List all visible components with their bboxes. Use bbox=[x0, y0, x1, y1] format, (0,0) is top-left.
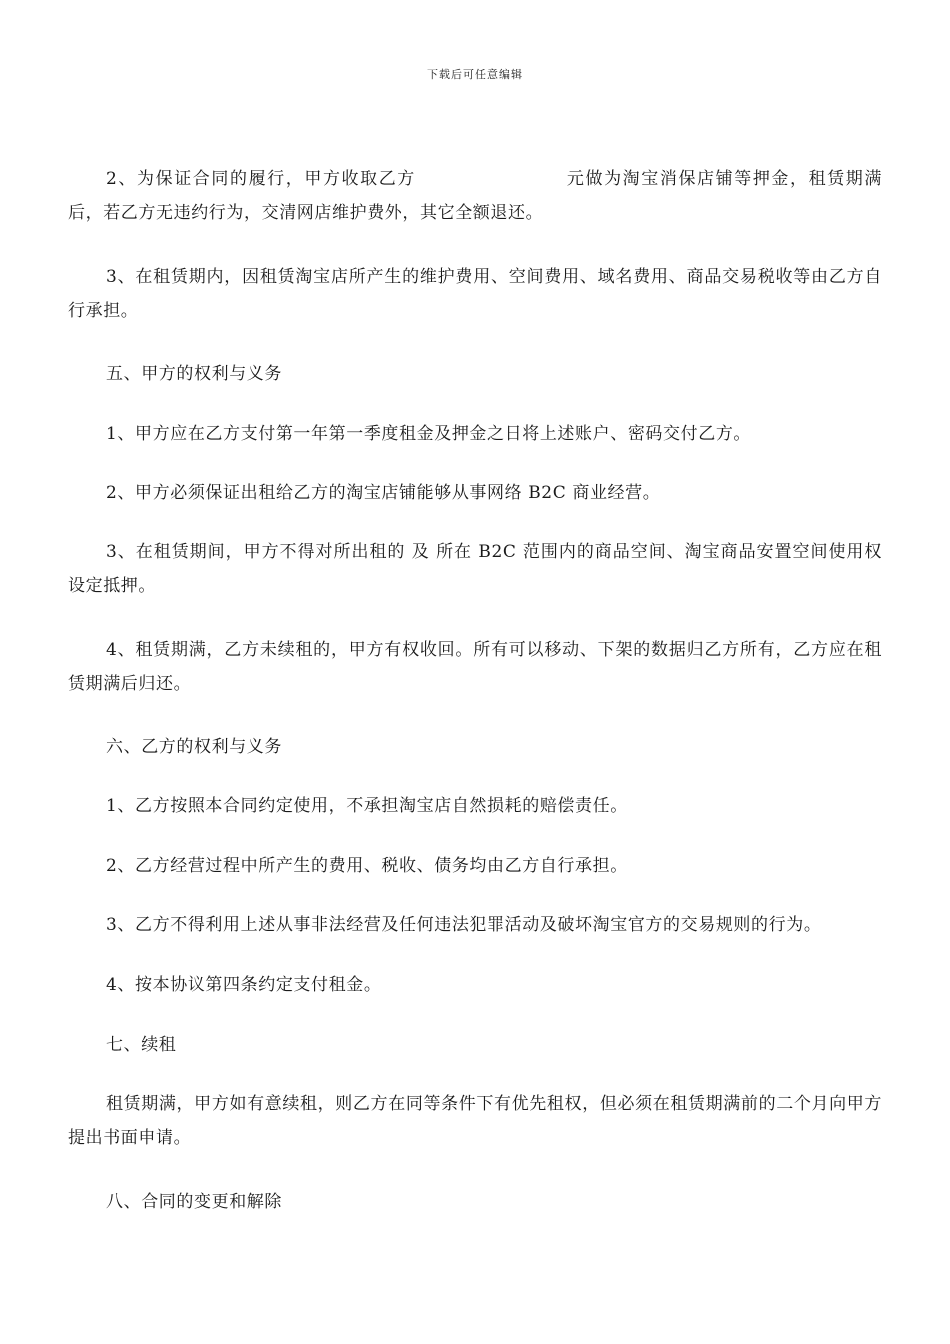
clause-7: 租赁期满，甲方如有意续租，则乙方在同等条件下有优先租权，但必须在租赁期满前的二个月向甲方提出书面申请。 bbox=[68, 1094, 882, 1148]
clause-5-1: 1、甲方应在乙方支付第一年第一季度租金及押金之日将上述账户、密码交付乙方。 bbox=[106, 424, 752, 444]
clause-6-2: 2、乙方经营过程中所产生的费用、税收、债务均由乙方自行承担。 bbox=[106, 856, 628, 876]
section-6-heading: 六、乙方的权利与义务 bbox=[106, 737, 282, 757]
clause-6-3: 3、乙方不得利用上述从事非法经营及任何违法犯罪活动及破坏淘宝官方的交易规则的行为。 bbox=[106, 915, 822, 935]
clause-6-4: 4、按本协议第四条约定支付租金。 bbox=[106, 975, 382, 995]
clause-4-3: 3、在租赁期内，因租赁淘宝店所产生的维护费用、空间费用、域名费用、商品交易税收等由乙方自行承担。 bbox=[68, 267, 882, 321]
page-header: 下载后可任意编辑 bbox=[427, 68, 523, 81]
section-7-heading: 七、续租 bbox=[106, 1035, 177, 1055]
section-8-heading: 八、合同的变更和解除 bbox=[106, 1192, 282, 1212]
clause-5-2: 2、甲方必须保证出租给乙方的淘宝店铺能够从事网络 B2C 商业经营。 bbox=[106, 483, 661, 503]
clause-5-3: 3、在租赁期间，甲方不得对所出租的 及 所在 B2C 范围内的商品空间、淘宝商品安置空间使用权设定抵押。 bbox=[68, 542, 882, 596]
clause-4-2-text-after-blank: 元做为淘宝消保店铺等押金，租赁期满后，若乙方无违约行为，交清网店维护费外，其它全额退还。 bbox=[68, 169, 882, 223]
clause-5-4: 4、租赁期满，乙方未续租的，甲方有权收回。所有可以移动、下架的数据归乙方所有，乙方应在租赁期满后归还。 bbox=[68, 640, 882, 694]
clause-4-2 bbox=[68, 162, 882, 230]
clause-6-1: 1、乙方按照本合同约定使用，不承担淘宝店自然损耗的赔偿责任。 bbox=[106, 796, 628, 816]
clause-4-2-text-before-blank: 2、为保证合同的履行，甲方收取乙方 bbox=[106, 169, 416, 189]
section-5-heading: 五、甲方的权利与义务 bbox=[106, 364, 282, 384]
